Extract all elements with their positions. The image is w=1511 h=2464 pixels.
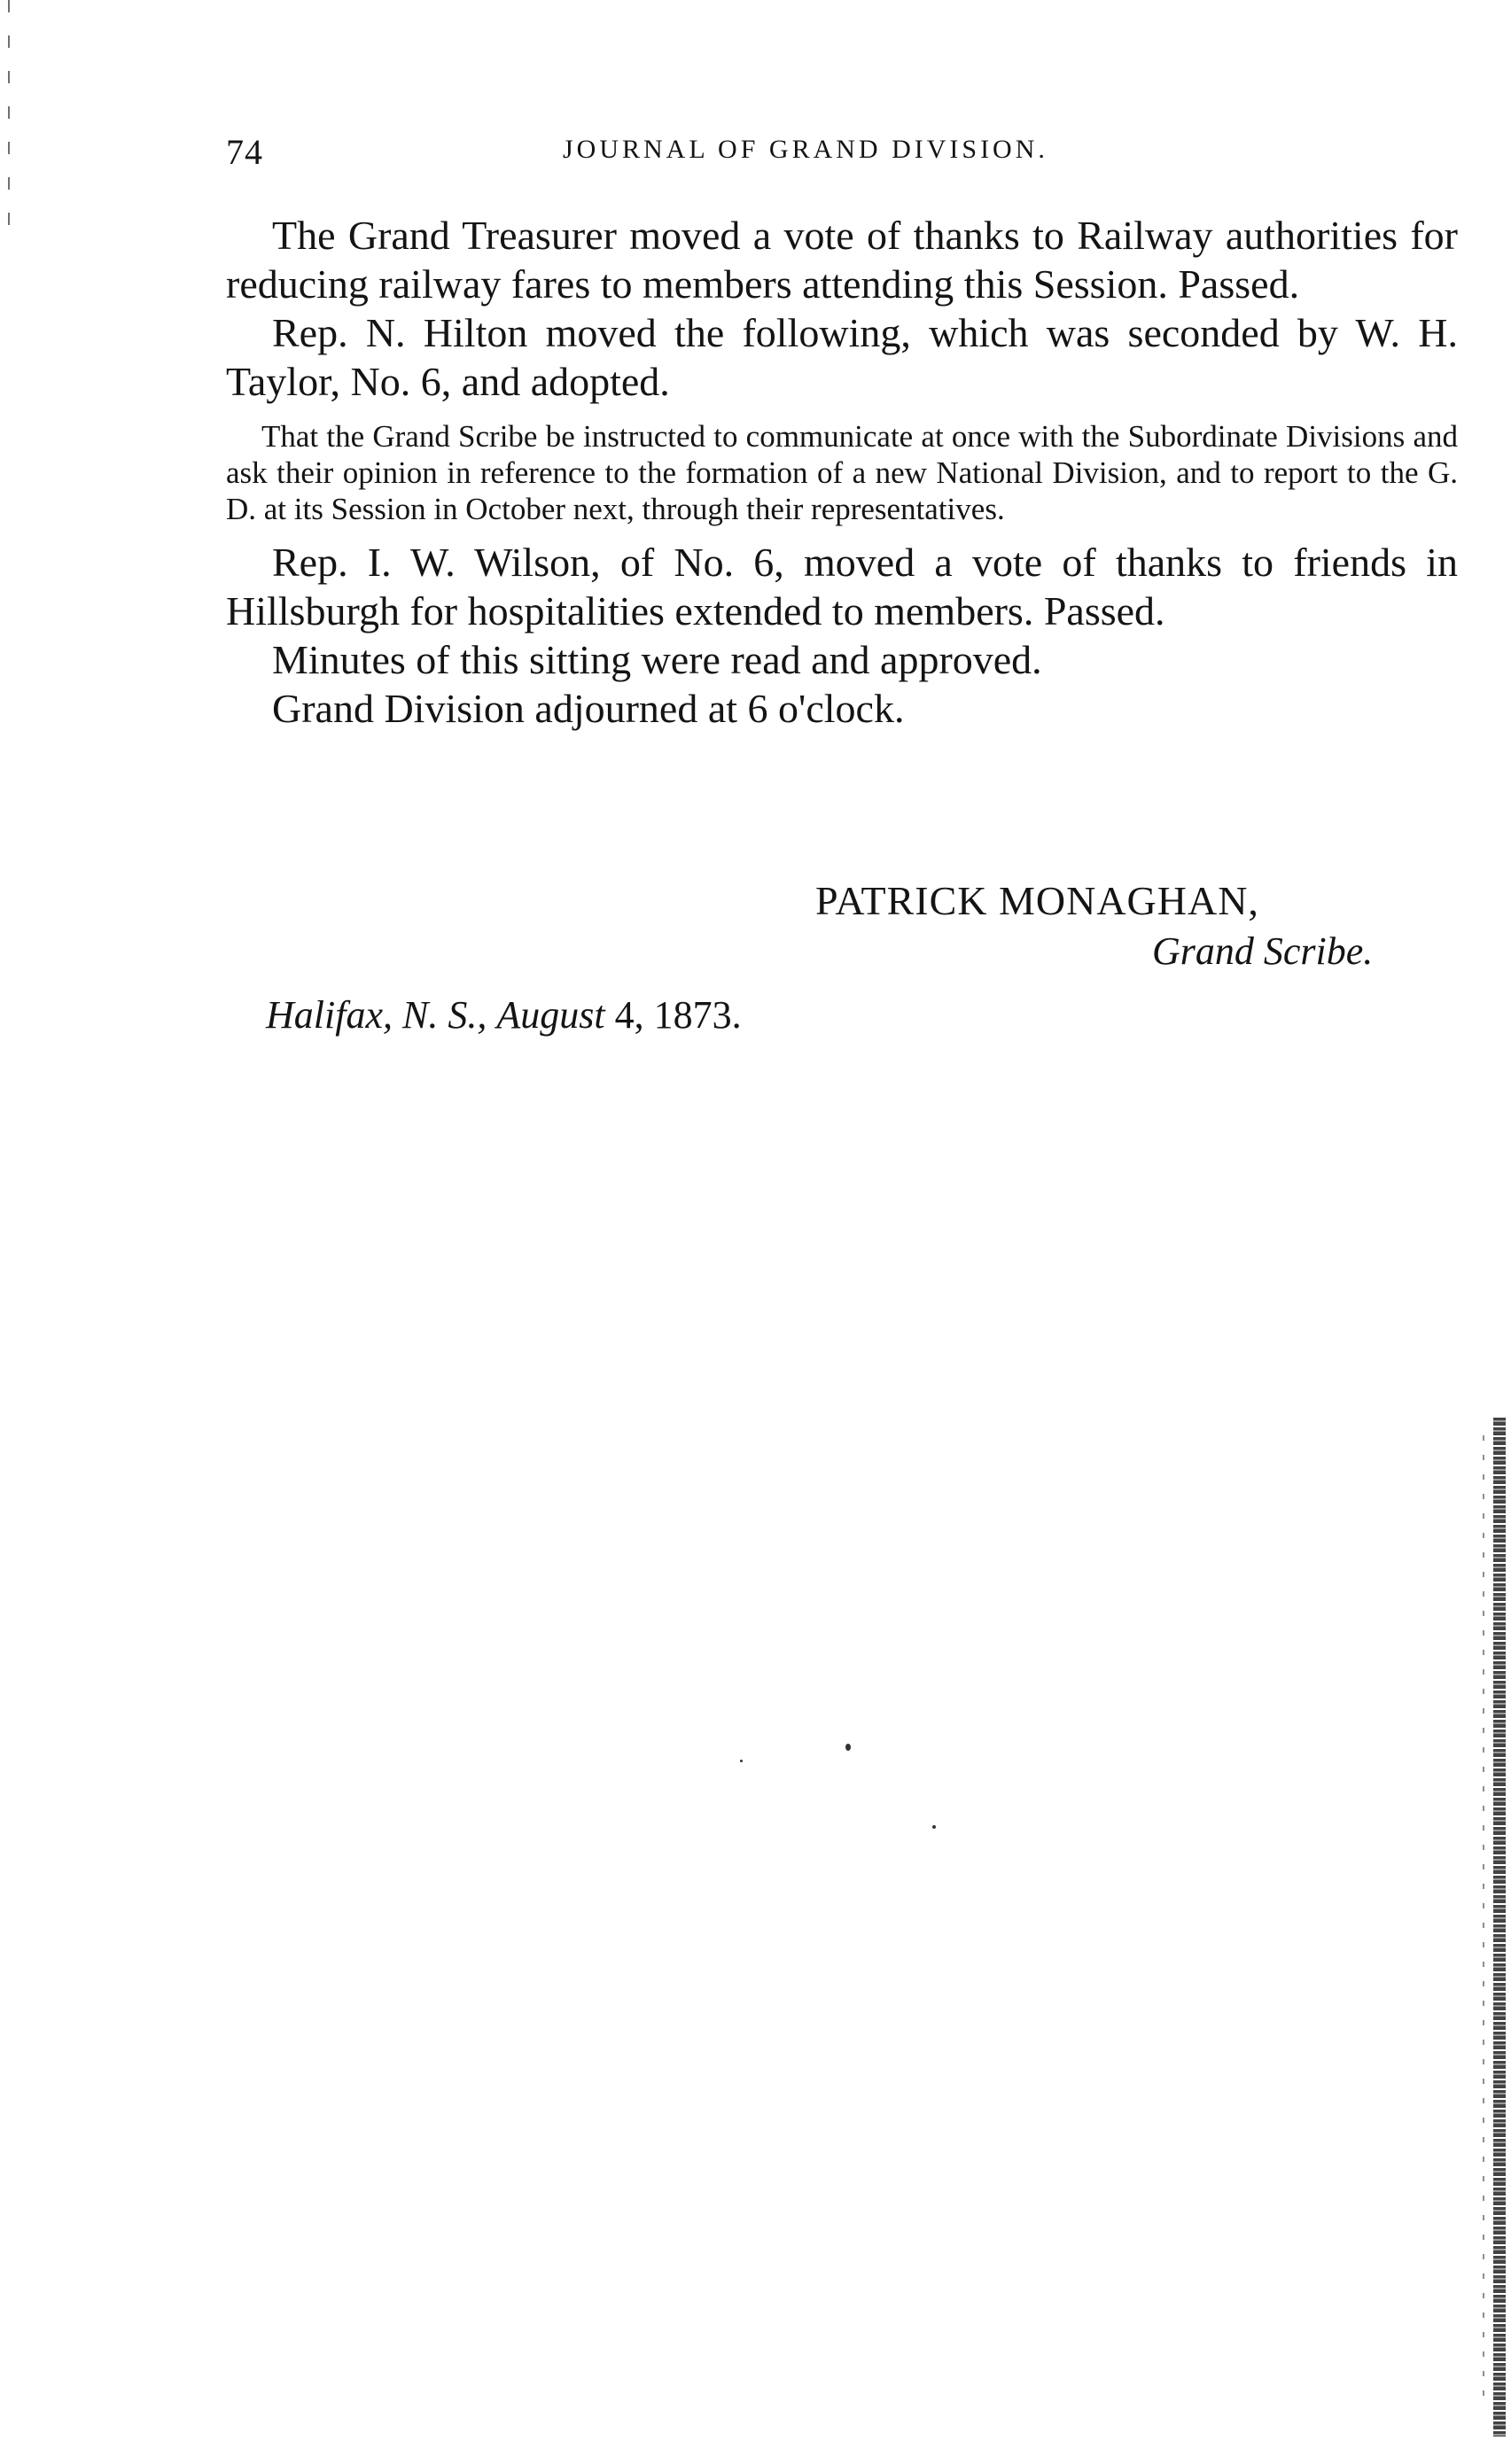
body-text (226, 211, 1458, 733)
page-number: 74 (226, 132, 263, 172)
dateline (266, 992, 742, 1038)
scan-edge-right (1493, 1418, 1506, 2437)
signature-title: Grand Scribe. (1152, 929, 1374, 973)
resolution-text: That the Grand Scribe be instructed to communicate at once with the Subordinate Divisions and ask their opinion in reference to the formation of a new National Division, and to report to the G. D. at its Session in October next, through their representatives. (226, 419, 1458, 526)
running-head (226, 131, 1449, 175)
scan-edge-right-thin (1483, 1435, 1484, 2410)
signature-name: PATRICK MONAGHAN, (815, 878, 1259, 923)
ink-speck (932, 1825, 936, 1829)
paragraph-treasurer-thanks: The Grand Treasurer moved a vote of thanks to Railway authorities for reducing railway fares to members attending this Session. Passed. (226, 213, 1458, 307)
paragraph-hilton-motion: Rep. N. Hilton moved the following, which was seconded by W. H. Taylor, No. 6, and adopted. (226, 310, 1458, 404)
journal-title: JOURNAL OF GRAND DIVISION. (563, 135, 1048, 164)
ink-speck (740, 1760, 743, 1762)
paragraph-minutes: Minutes of this sitting were read and approved. (272, 637, 1042, 682)
paragraph-wilson-thanks: Rep. I. W. Wilson, of No. 6, moved a vote of thanks to friends in Hillsburgh for hospitalities extended to members. Passed. (226, 540, 1458, 633)
dateline-month: August (496, 993, 605, 1037)
dateline-day-year: 4, 1873. (614, 993, 742, 1037)
ink-speck (845, 1744, 851, 1751)
dateline-place: Halifax, N. S., (266, 993, 487, 1037)
scan-edge-left (8, 0, 10, 239)
paragraph-adjourned: Grand Division adjourned at 6 o'clock. (272, 686, 905, 731)
